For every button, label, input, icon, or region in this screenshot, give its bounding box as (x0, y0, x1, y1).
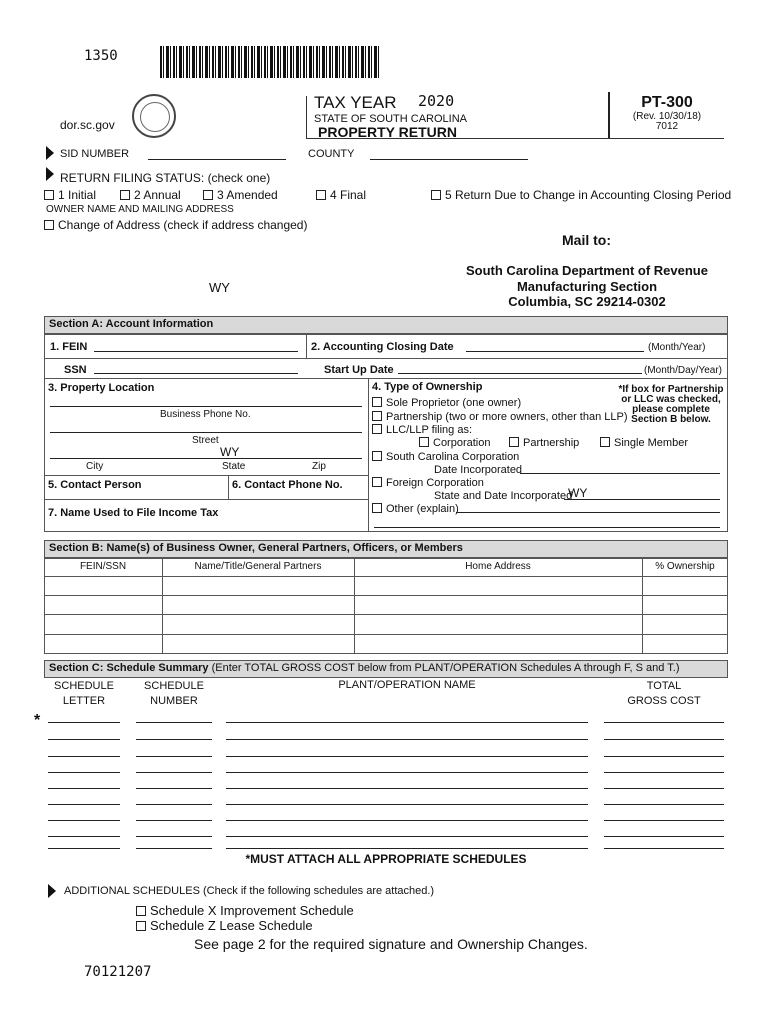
footer-code: 70121207 (84, 964, 152, 980)
tax-year-value: 2020 (418, 92, 455, 110)
col-name-title: Name/Title/General Partners (194, 561, 322, 572)
foreign-corporation-option[interactable]: Foreign Corporation (372, 477, 484, 489)
acct-closing-input[interactable] (466, 351, 644, 352)
llc-single-member[interactable]: Single Member (600, 437, 688, 449)
location-state-value[interactable]: WY (220, 445, 240, 459)
checkbox[interactable] (372, 503, 382, 513)
status-final[interactable]: 4 Final (316, 188, 366, 202)
schedule-letter-input[interactable] (48, 836, 120, 837)
sid-input[interactable] (148, 159, 286, 160)
arrow-icon (46, 167, 54, 181)
gross-cost-input[interactable] (604, 820, 724, 821)
website: dor.sc.gov (60, 118, 115, 132)
status-initial[interactable]: 1 Initial (44, 188, 96, 202)
checkbox[interactable] (372, 424, 382, 434)
schedule-number-input[interactable] (136, 756, 212, 757)
see-page-note: See page 2 for the required signature and Ownership Changes. (194, 936, 588, 952)
plant-name-input[interactable] (226, 739, 588, 740)
section-b-table (44, 558, 728, 654)
contact-phone-label: 6. Contact Phone No. (232, 479, 343, 491)
foreign-state-value[interactable]: WY (568, 486, 588, 500)
mail-line3: Columbia, SC 29214-0302 (508, 294, 666, 309)
status-closing-change[interactable]: 5 Return Due to Change in Accounting Closing Period (431, 188, 731, 202)
form-code-top: 1350 (84, 48, 118, 64)
form-title: PROPERTY RETURN (318, 124, 457, 140)
county-label: COUNTY (308, 148, 355, 160)
schedule-letter-input[interactable] (48, 848, 120, 849)
llc-option[interactable]: LLC/LLP filing as: (372, 424, 472, 436)
month-year-hint: (Month/Year) (648, 342, 706, 353)
checkbox[interactable] (136, 906, 146, 916)
status-annual[interactable]: 2 Annual (120, 188, 181, 202)
asterisk-mark: * (34, 712, 41, 729)
state-name: STATE OF SOUTH CAROLINA (314, 113, 467, 125)
business-phone-label: Business Phone No. (160, 409, 251, 420)
other-option[interactable]: Other (explain) (372, 503, 459, 515)
schedule-number-input[interactable] (136, 836, 212, 837)
schedule-letter-input[interactable] (48, 756, 120, 757)
schedule-letter-input[interactable] (48, 739, 120, 740)
col-home-address: Home Address (465, 561, 531, 572)
checkbox[interactable] (120, 190, 130, 200)
partnership-note: *If box for Partnership or LLC was checked, please complete Section B below. (618, 384, 724, 425)
property-location-label: 3. Property Location (48, 382, 155, 394)
location-line2[interactable] (50, 432, 362, 433)
col-schedule-number: SCHEDULE NUMBER (144, 680, 204, 707)
mail-to-label: Mail to: (562, 232, 611, 248)
gross-cost-input[interactable] (604, 739, 724, 740)
section-a-title: Section A: Account Information (44, 316, 728, 334)
revision: (Rev. 10/30/18) (632, 111, 702, 122)
checkbox[interactable] (44, 190, 54, 200)
attach-note: *MUST ATTACH ALL APPROPRIATE SCHEDULES (245, 852, 527, 866)
checkbox[interactable] (419, 437, 429, 447)
mail-line2: Manufacturing Section (516, 279, 658, 294)
col-schedule-letter: SCHEDULE LETTER (54, 680, 114, 707)
startup-input[interactable] (398, 373, 642, 374)
col-total-gross-cost: TOTAL GROSS COST (627, 680, 701, 707)
location-line3[interactable] (50, 458, 362, 459)
col-fein-ssn: FEIN/SSN (79, 561, 127, 572)
income-tax-name-label: 7. Name Used to File Income Tax (48, 507, 219, 519)
schedule-number-input[interactable] (136, 820, 212, 821)
state-date-incorporated-label: State and Date Incorporated (434, 490, 573, 502)
plant-name-input[interactable] (226, 820, 588, 821)
col-plant-name: PLANT/OPERATION NAME (338, 679, 476, 691)
city-label: City (86, 461, 104, 472)
schedule-number-input[interactable] (136, 788, 212, 789)
foreign-state-input[interactable] (564, 499, 720, 500)
sid-label: SID NUMBER (60, 148, 130, 160)
zip-label: Zip (312, 461, 326, 472)
schedule-number-input[interactable] (136, 848, 212, 849)
ssn-label: SSN (64, 364, 87, 376)
plant-name-input[interactable] (226, 756, 588, 757)
checkbox[interactable] (316, 190, 326, 200)
plant-name-input[interactable] (226, 722, 588, 723)
col-pct-ownership: % Ownership (655, 561, 715, 572)
schedule-letter-input[interactable] (48, 804, 120, 805)
schedule-letter-input[interactable] (48, 772, 120, 773)
location-line1[interactable] (50, 406, 362, 407)
gross-cost-input[interactable] (604, 804, 724, 805)
county-input[interactable] (370, 159, 528, 160)
schedule-letter-input[interactable] (48, 820, 120, 821)
checkbox[interactable] (372, 451, 382, 461)
owner-label: OWNER NAME AND MAILING ADDRESS (46, 204, 234, 215)
status-amended[interactable]: 3 Amended (203, 188, 278, 202)
checkbox[interactable] (600, 437, 610, 447)
fein-label: 1. FEIN (50, 341, 88, 353)
date-incorporated-label: Date Incorporated (434, 464, 523, 476)
schedule-number-input[interactable] (136, 804, 212, 805)
gross-cost-input[interactable] (604, 788, 724, 789)
ownership-type-label: 4. Type of Ownership (372, 381, 483, 393)
date-incorporated-input[interactable] (520, 473, 720, 474)
llc-corporation[interactable]: Corporation (419, 437, 490, 449)
section-c-title: Section C: Schedule Summary (Enter TOTAL GROSS COST below from PLANT/OPERATION Schedules A through F, S and T.) (44, 660, 728, 678)
checkbox[interactable] (372, 397, 382, 407)
state-seal-icon (132, 94, 176, 138)
checkbox[interactable] (509, 437, 519, 447)
schedule-number-input[interactable] (136, 739, 212, 740)
gross-cost-input[interactable] (604, 722, 724, 723)
plant-name-input[interactable] (226, 804, 588, 805)
additional-label: ADDITIONAL SCHEDULES (Check if the following schedules are attached.) (64, 885, 435, 897)
other-input[interactable] (456, 512, 720, 513)
partnership-option[interactable]: Partnership (two or more owners, other than LLP) (372, 411, 628, 423)
other-input-2[interactable] (374, 527, 720, 528)
owner-state-value[interactable]: WY (209, 280, 230, 295)
startup-label: Start Up Date (324, 364, 394, 376)
checkbox[interactable] (136, 921, 146, 931)
gross-cost-input[interactable] (604, 756, 724, 757)
plant-name-input[interactable] (226, 788, 588, 789)
schedule-x-option[interactable]: Schedule X Improvement Schedule (136, 903, 354, 918)
checkbox[interactable] (203, 190, 213, 200)
gross-cost-input[interactable] (604, 836, 724, 837)
change-address[interactable]: Change of Address (check if address changed) (44, 218, 307, 232)
gross-cost-input[interactable] (604, 772, 724, 773)
arrow-icon (46, 146, 54, 160)
contact-person-label: 5. Contact Person (48, 479, 142, 491)
rev-code: 7012 (655, 121, 679, 132)
schedule-letter-input[interactable] (48, 788, 120, 789)
state-label: State (222, 461, 246, 472)
acct-closing-label: 2. Accounting Closing Date (311, 341, 454, 353)
plant-name-input[interactable] (226, 848, 588, 849)
schedule-z-option[interactable]: Schedule Z Lease Schedule (136, 918, 313, 933)
gross-cost-input[interactable] (604, 848, 724, 849)
schedule-number-input[interactable] (136, 722, 212, 723)
arrow-icon (48, 884, 56, 898)
barcode (160, 46, 380, 78)
schedule-letter-input[interactable] (48, 722, 120, 723)
month-day-year-hint: (Month/Day/Year) (644, 365, 722, 376)
checkbox[interactable] (431, 190, 441, 200)
street-label: Street (192, 435, 219, 446)
plant-name-input[interactable] (226, 772, 588, 773)
ssn-input[interactable] (94, 373, 298, 374)
fein-input[interactable] (94, 351, 298, 352)
section-b-title: Section B: Name(s) of Business Owner, General Partners, Officers, or Members (44, 540, 728, 558)
filing-status-label: RETURN FILING STATUS: (check one) (60, 171, 271, 185)
sole-prop-option[interactable]: Sole Proprietor (one owner) (372, 397, 521, 409)
checkbox[interactable] (44, 220, 54, 230)
checkbox[interactable] (372, 411, 382, 421)
plant-name-input[interactable] (226, 836, 588, 837)
llc-partnership[interactable]: Partnership (509, 437, 579, 449)
sc-corporation-option[interactable]: South Carolina Corporation (372, 451, 519, 463)
form-number: PT-300 (641, 94, 693, 111)
checkbox[interactable] (372, 477, 382, 487)
mail-line1: South Carolina Department of Revenue (466, 263, 708, 278)
tax-year-label: TAX YEAR (314, 93, 397, 112)
schedule-number-input[interactable] (136, 772, 212, 773)
